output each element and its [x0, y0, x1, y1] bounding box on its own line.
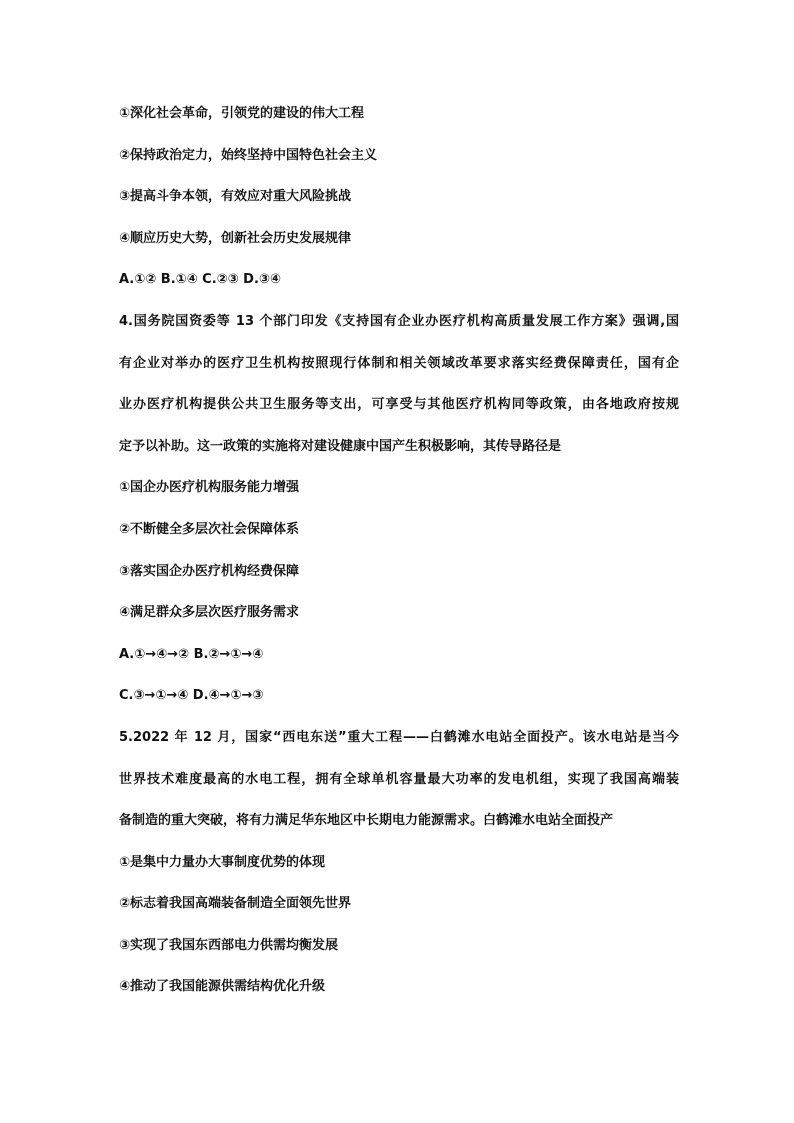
q3-answer-choices: A.①② B.①④ C.②③ D.③④ [119, 272, 281, 288]
q4-answer-choices-2: C.③→①→④ D.④→①→③ [119, 688, 264, 704]
q3-option-1: ①深化社会革命，引领党的建设的伟大工程 [119, 106, 365, 121]
q5-option-2: ②标志着我国高端装备制造全面领先世界 [119, 896, 352, 912]
q4-option-4: ④满足群众多层次医疗服务需求 [119, 605, 300, 621]
q4-option-2: ②不断健全多层次社会保障体系 [119, 521, 300, 537]
q5-option-1: ①是集中力量办大事制度优势的体现 [119, 854, 326, 870]
q4-stem-line-4: 定予以补助。这一政策的实施将对建设健康中国产生积极影响，其传导路径是 [119, 438, 562, 454]
q5-option-3: ③实现了我国东西部电力供需均衡发展 [119, 937, 339, 953]
q4-stem-line-1: 4.国务院国资委等 13 个部门印发《支持国有企业办医疗机构高质量发展工作方案》强调,国 [119, 313, 679, 329]
q4-stem-line-3: 业办医疗机构提供公共卫生服务等支出，可享受与其他医疗机构同等政策，由各地政府按规 [119, 397, 679, 413]
q4-option-3: ③落实国企办医疗机构经费保障 [119, 563, 300, 579]
q5-stem-line-2: 世界技术难度最高的水电工程，拥有全球单机容量最大功率的发电机组，实现了我国高端装 [119, 771, 679, 787]
q5-stem-line-1: 5.2022 年 12 月，国家“西电东送”重大工程——白鹤滩水电站全面投产。该水电站是当今 [119, 729, 679, 745]
q3-option-4: ④顺应历史大势，创新社会历史发展规律 [119, 230, 352, 246]
q4-answer-choices-1: A.①→④→② B.②→①→④ [119, 646, 264, 662]
q5-option-4: ④推动了我国能源供需结构优化升级 [119, 979, 326, 995]
q5-stem-line-3: 备制造的重大突破，将有力满足华东地区中长期电力能源需求。白鹤滩水电站全面投产 [119, 813, 614, 829]
q3-option-3: ③提高斗争本领，有效应对重大风险挑战 [119, 189, 352, 205]
question-content [119, 104, 679, 997]
q3-option-2: ②保持政治定力，始终坚持中国特色社会主义 [119, 147, 378, 163]
q4-option-1: ①国企办医疗机构服务能力增强 [119, 480, 300, 496]
q4-stem-line-2: 有企业对举办的医疗卫生机构按照现行体制和相关领域改革要求落实经费保障责任，国有企 [119, 355, 679, 371]
